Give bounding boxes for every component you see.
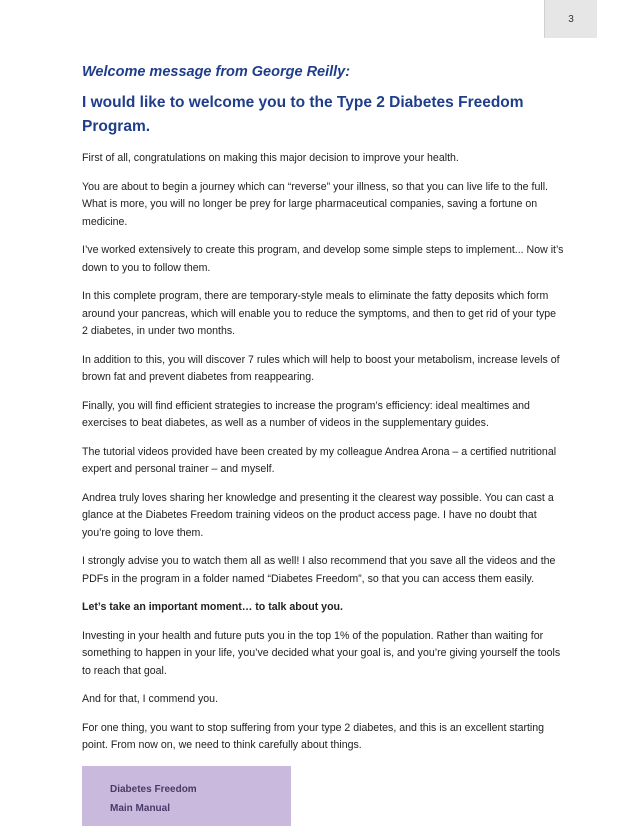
paragraph: In addition to this, you will discover 7 rules which will help to boost your metabolism, increase levels of brown fat and prevent diabetes from reappearing. <box>82 353 560 383</box>
paragraph: I strongly advise you to watch them all as well! I also recommend that you save all the videos and the PDFs in the program in a folder named “Diabetes Freedom”, so that you can access them easily. <box>82 555 556 585</box>
paragraph: Finally, you will find efficient strategies to increase the program’s efficiency: ideal mealtimes and exercises to beat diabetes, as well as a number of videos in the supplementary guides. <box>82 399 530 429</box>
paragraph: Investing in your health and future puts you in the top 1% of the population. Rather than waiting for something to happen in your life, you’ve decided what your goal is, and you’re giving yourself the tools to reach that goal. <box>82 629 561 677</box>
footer-subtitle: Main Manual <box>110 803 171 814</box>
paragraph: And for that, I commend you. <box>82 693 219 705</box>
paragraph: For one thing, you want to stop suffering from your type 2 diabetes, and this is an excellent starting point. From now on, we need to think carefully about things. <box>82 721 545 751</box>
page-number: 3 <box>544 0 597 38</box>
paragraph: In this complete program, there are temporary-style meals to eliminate the fatty deposits which form around your pancreas, which will enable you to reduce the symptoms, and then to get rid of your type 2 diabetes, in under two months. <box>82 290 557 337</box>
document-body <box>82 62 564 766</box>
footer-title: Diabetes Freedom <box>110 784 197 795</box>
welcome-heading: Welcome message from George Reilly: <box>82 64 351 80</box>
section-subheading: Let’s take an important moment… to talk about you. <box>82 601 343 613</box>
paragraph: First of all, congratulations on making this major decision to improve your health. <box>82 152 459 164</box>
paragraph: You are about to begin a journey which can “reverse” your illness, so that you can live life to the full. What is more, you will no longer be prey for large pharmaceutical companies, saving a fortune on medicine. <box>82 180 548 228</box>
footer-label-box <box>82 766 291 826</box>
program-title: I would like to welcome you to the Type 2 Diabetes Freedom Program. <box>82 94 524 135</box>
paragraph: Andrea truly loves sharing her knowledge and presenting it the clearest way possible. You can cast a glance at the Diabetes Freedom training videos on the product access page. I have no doubt that you’re going to love them. <box>82 491 554 539</box>
paragraph: I’ve worked extensively to create this program, and develop some simple steps to implement... Now it’s down to you to follow them. <box>82 244 564 274</box>
paragraph: The tutorial videos provided have been created by my colleague Andrea Arona – a certified nutritional expert and personal trainer – and myself. <box>82 445 557 475</box>
